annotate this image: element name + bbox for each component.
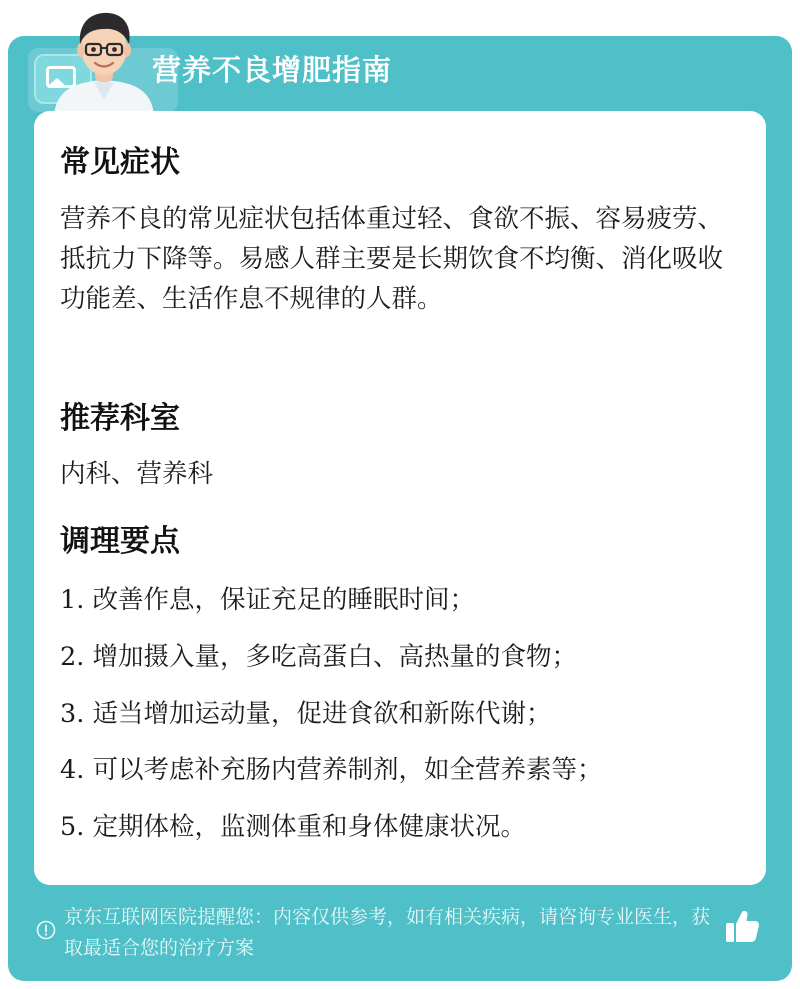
disclaimer-text: 京东互联网医院提醒您：内容仅供参考，如有相关疾病，请咨询专业医生，获取最适合您的治疗方案 — [64, 906, 711, 959]
symptoms-text: 营养不良的常见症状包括体重过轻、食欲不振、容易疲劳、抵抗力下降等。易感人群主要是长期饮食不均衡、消化吸收功能差、生活作息不规律的人群。 — [60, 204, 724, 314]
care-points-heading: 调理要点 — [60, 524, 180, 559]
list-item-number: 2. — [60, 642, 85, 672]
list-item-text: 增加摄入量，多吃高蛋白、高热量的食物； — [92, 642, 577, 672]
list-item — [60, 809, 750, 845]
list-item-number: 1. — [60, 585, 85, 615]
list-item — [60, 582, 750, 618]
info-circle-icon — [36, 920, 56, 940]
list-item-text: 改善作息，保证充足的睡眠时间； — [92, 585, 475, 615]
list-item-text: 定期体检，监测体重和身体健康状况。 — [92, 812, 526, 842]
department-text: 内科、营养科 — [60, 459, 214, 489]
list-item — [60, 752, 750, 788]
list-item-number: 3. — [60, 699, 85, 729]
thumbs-up-icon[interactable] — [722, 906, 762, 946]
symptoms-heading: 常见症状 — [60, 145, 180, 180]
doctor-avatar — [44, 4, 164, 116]
page-title: 营养不良增肥指南 — [152, 53, 393, 87]
list-item — [60, 639, 750, 675]
department-heading: 推荐科室 — [60, 401, 180, 436]
list-item — [60, 696, 750, 732]
content-card — [34, 111, 766, 885]
list-item-number: 5. — [60, 812, 85, 842]
list-item-text: 适当增加运动量，促进食欲和新陈代谢； — [92, 699, 552, 729]
list-item-text: 可以考虑补充肠内营养制剂，如全营养素等； — [92, 755, 603, 785]
list-item-number: 4. — [60, 755, 85, 785]
